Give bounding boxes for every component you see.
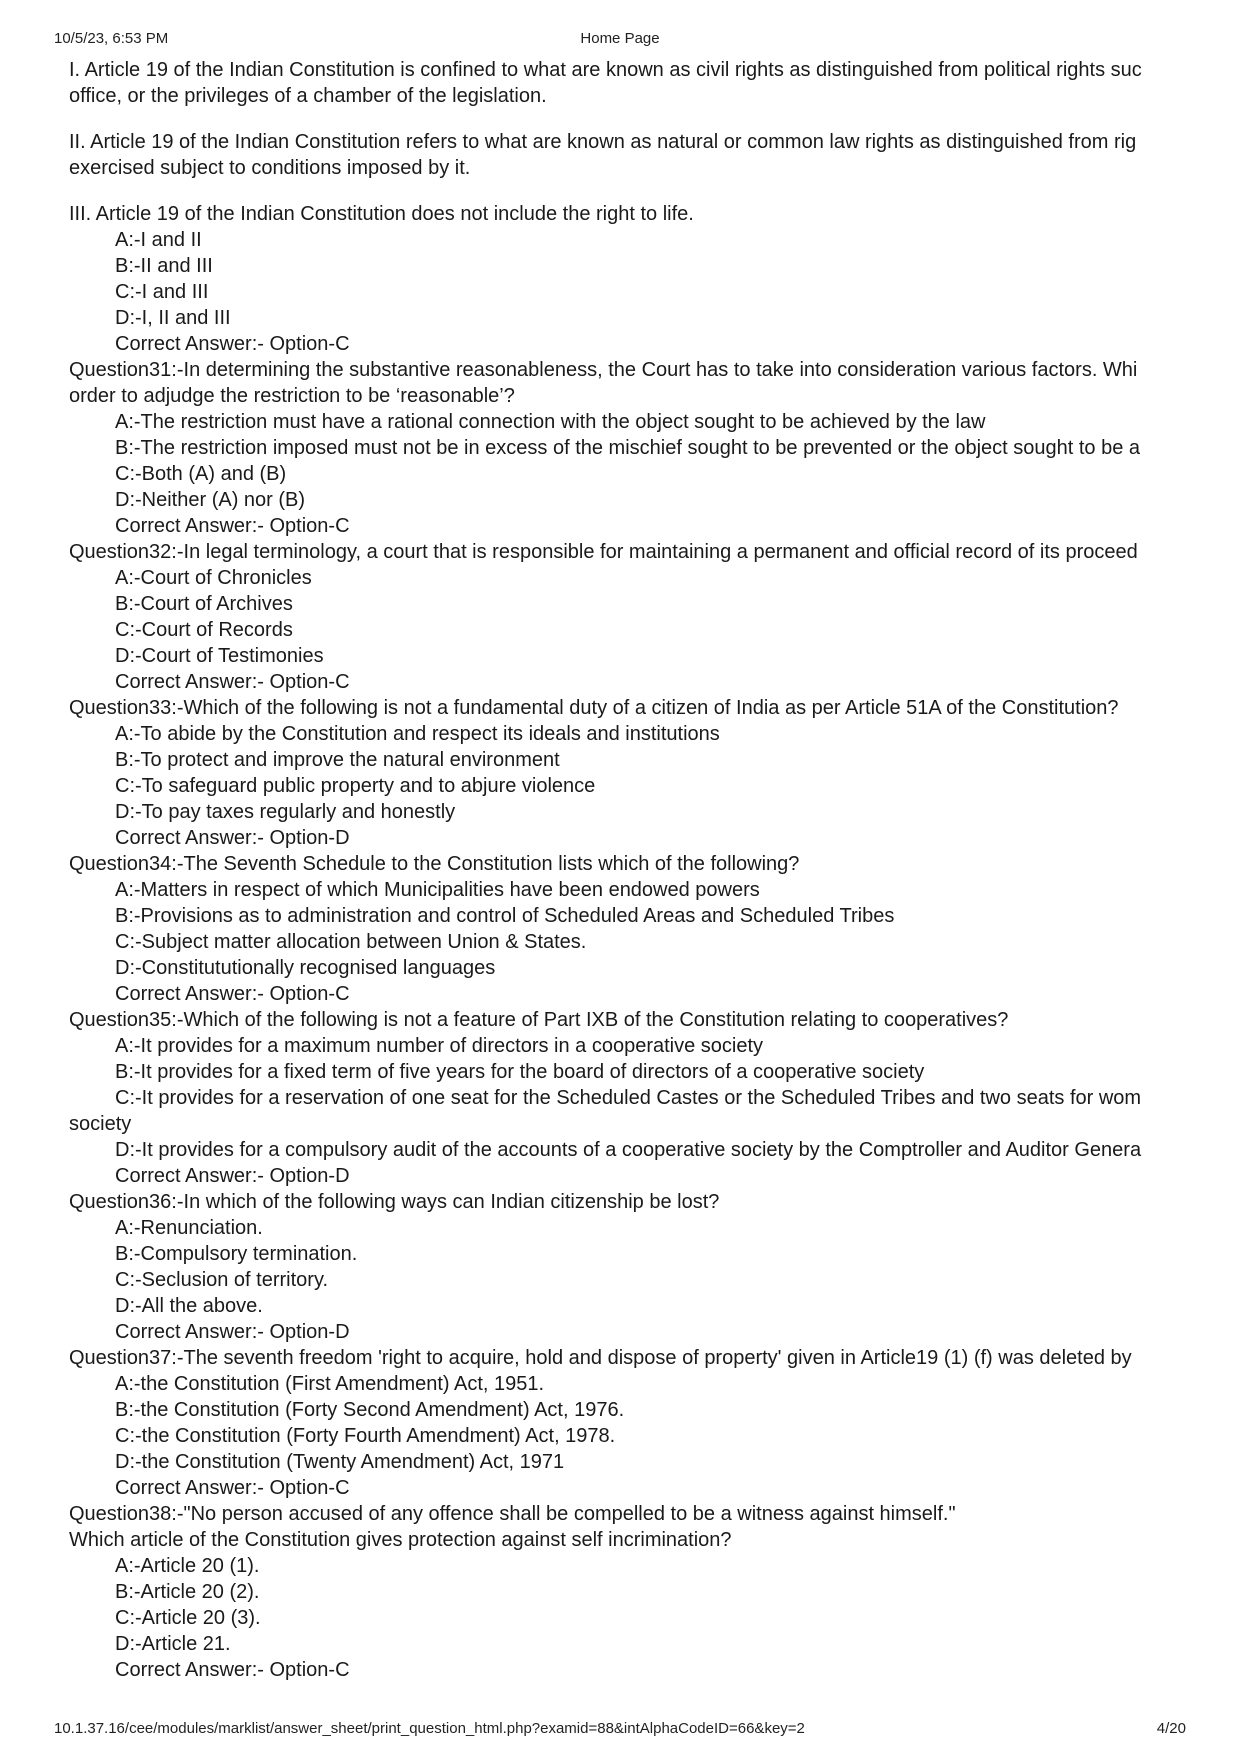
option-line: A:-Renunciation. xyxy=(115,1217,263,1239)
question-text-line: Question32:-In legal terminology, a court that is responsible for maintaining a permanent and official record of its proceed xyxy=(69,541,1138,563)
question-text-line: Question36:-In which of the following ways can Indian citizenship be lost? xyxy=(69,1191,720,1213)
option-line: B:-II and III xyxy=(115,255,213,277)
option-line: A:-To abide by the Constitution and respect its ideals and institutions xyxy=(115,723,720,745)
option-line: D:-Article 21. xyxy=(115,1633,231,1655)
option-line: B:-the Constitution (Forty Second Amendment) Act, 1976. xyxy=(115,1399,625,1421)
question-text-line: Question35:-Which of the following is not a feature of Part IXB of the Constitution relating to cooperatives? xyxy=(69,1009,1009,1031)
correct-answer-line: Correct Answer:- Option-C xyxy=(115,1659,350,1681)
question-text-line: Question31:-In determining the substantive reasonableness, the Court has to take into consideration various factors. Whi xyxy=(69,359,1138,381)
correct-answer-line: Correct Answer:- Option-C xyxy=(115,671,350,693)
option-line: A:-Court of Chronicles xyxy=(115,567,312,589)
option-line: B:-Provisions as to administration and control of Scheduled Areas and Scheduled Tribes xyxy=(115,905,895,927)
question-text-line: Question33:-Which of the following is not a fundamental duty of a citizen of India as per Article 51A of the Constitution? xyxy=(69,697,1119,719)
option-line: D:-Neither (A) nor (B) xyxy=(115,489,306,511)
correct-answer-line: Correct Answer:- Option-D xyxy=(115,827,350,849)
correct-answer-line: Correct Answer:- Option-C xyxy=(115,515,350,537)
question-list xyxy=(69,58,1187,1688)
page-title: Home Page xyxy=(580,30,660,47)
option-line: B:-Compulsory termination. xyxy=(115,1243,358,1265)
option-line: C:-To safeguard public property and to abjure violence xyxy=(115,775,596,797)
option-line: D:-I, II and III xyxy=(115,307,231,329)
correct-answer-line: Correct Answer:- Option-C xyxy=(115,1477,350,1499)
option-line: D:-To pay taxes regularly and honestly xyxy=(115,801,456,823)
option-line: A:-The restriction must have a rational connection with the object sought to be achieved by the law xyxy=(115,411,986,433)
option-line: C:-the Constitution (Forty Fourth Amendment) Act, 1978. xyxy=(115,1425,616,1447)
question-text-line: Which article of the Constitution gives protection against self incrimination? xyxy=(69,1529,732,1551)
correct-answer-line: Correct Answer:- Option-D xyxy=(115,1321,350,1343)
question-text-line: Question38:-"No person accused of any offence shall be compelled to be a witness against himself." xyxy=(69,1503,956,1525)
option-line: B:-It provides for a fixed term of five years for the board of directors of a cooperative society xyxy=(115,1061,925,1083)
question-text-line: I. Article 19 of the Indian Constitution is confined to what are known as civil rights as distinguished from political rights suc xyxy=(69,59,1142,81)
question-text-line: II. Article 19 of the Indian Constitution refers to what are known as natural or common law rights as distinguished from rig xyxy=(69,131,1137,153)
correct-answer-line: Correct Answer:- Option-D xyxy=(115,1165,350,1187)
page-url: 10.1.37.16/cee/modules/marklist/answer_sheet/print_question_html.php?examid=88&intAlphaCodeID=66&key=2 xyxy=(54,1720,805,1737)
option-line: C:-Court of Records xyxy=(115,619,293,641)
option-line: A:-I and II xyxy=(115,229,202,251)
option-line: D:-Constitututionally recognised languages xyxy=(115,957,496,979)
question-text-line: exercised subject to conditions imposed by it. xyxy=(69,157,471,179)
option-line: C:-I and III xyxy=(115,281,209,303)
option-line: D:-All the above. xyxy=(115,1295,263,1317)
option-line: C:-Subject matter allocation between Union & States. xyxy=(115,931,587,953)
option-line: B:-Article 20 (2). xyxy=(115,1581,260,1603)
option-line: B:-To protect and improve the natural environment xyxy=(115,749,560,771)
print-header xyxy=(54,30,1186,50)
correct-answer-line: Correct Answer:- Option-C xyxy=(115,983,350,1005)
option-line: C:-Article 20 (3). xyxy=(115,1607,261,1629)
question-text-line: Question37:-The seventh freedom 'right to acquire, hold and dispose of property' given in Article19 (1) (f) was deleted by xyxy=(69,1347,1132,1369)
option-line: A:-Article 20 (1). xyxy=(115,1555,260,1577)
option-line: C:-Both (A) and (B) xyxy=(115,463,287,485)
print-footer xyxy=(54,1720,1186,1740)
print-datetime: 10/5/23, 6:53 PM xyxy=(54,30,169,47)
option-line: A:-Matters in respect of which Municipalities have been endowed powers xyxy=(115,879,760,901)
question-text-line: office, or the privileges of a chamber of the legislation. xyxy=(69,85,547,107)
correct-answer-line: Correct Answer:- Option-C xyxy=(115,333,350,355)
option-line: A:-It provides for a maximum number of directors in a cooperative society xyxy=(115,1035,764,1057)
option-line: D:-It provides for a compulsory audit of the accounts of a cooperative society by the Comptroller and Auditor Genera xyxy=(115,1139,1142,1161)
option-line: C:-Seclusion of territory. xyxy=(115,1269,329,1291)
question-text-line: III. Article 19 of the Indian Constitution does not include the right to life. xyxy=(69,203,694,225)
option-line: A:-the Constitution (First Amendment) Act, 1951. xyxy=(115,1373,545,1395)
question-text-line: society xyxy=(69,1113,132,1135)
question-text-line: order to adjudge the restriction to be ‘reasonable’? xyxy=(69,385,515,407)
option-line: D:-Court of Testimonies xyxy=(115,645,324,667)
option-line: C:-It provides for a reservation of one seat for the Scheduled Castes or the Scheduled Tribes and two seats for wom xyxy=(115,1087,1142,1109)
question-text-line: Question34:-The Seventh Schedule to the Constitution lists which of the following? xyxy=(69,853,800,875)
page-number: 4/20 xyxy=(1156,1720,1186,1737)
option-line: B:-Court of Archives xyxy=(115,593,293,615)
option-line: B:-The restriction imposed must not be in excess of the mischief sought to be prevented or the object sought to be a xyxy=(115,437,1141,459)
option-line: D:-the Constitution (Twenty Amendment) Act, 1971 xyxy=(115,1451,565,1473)
